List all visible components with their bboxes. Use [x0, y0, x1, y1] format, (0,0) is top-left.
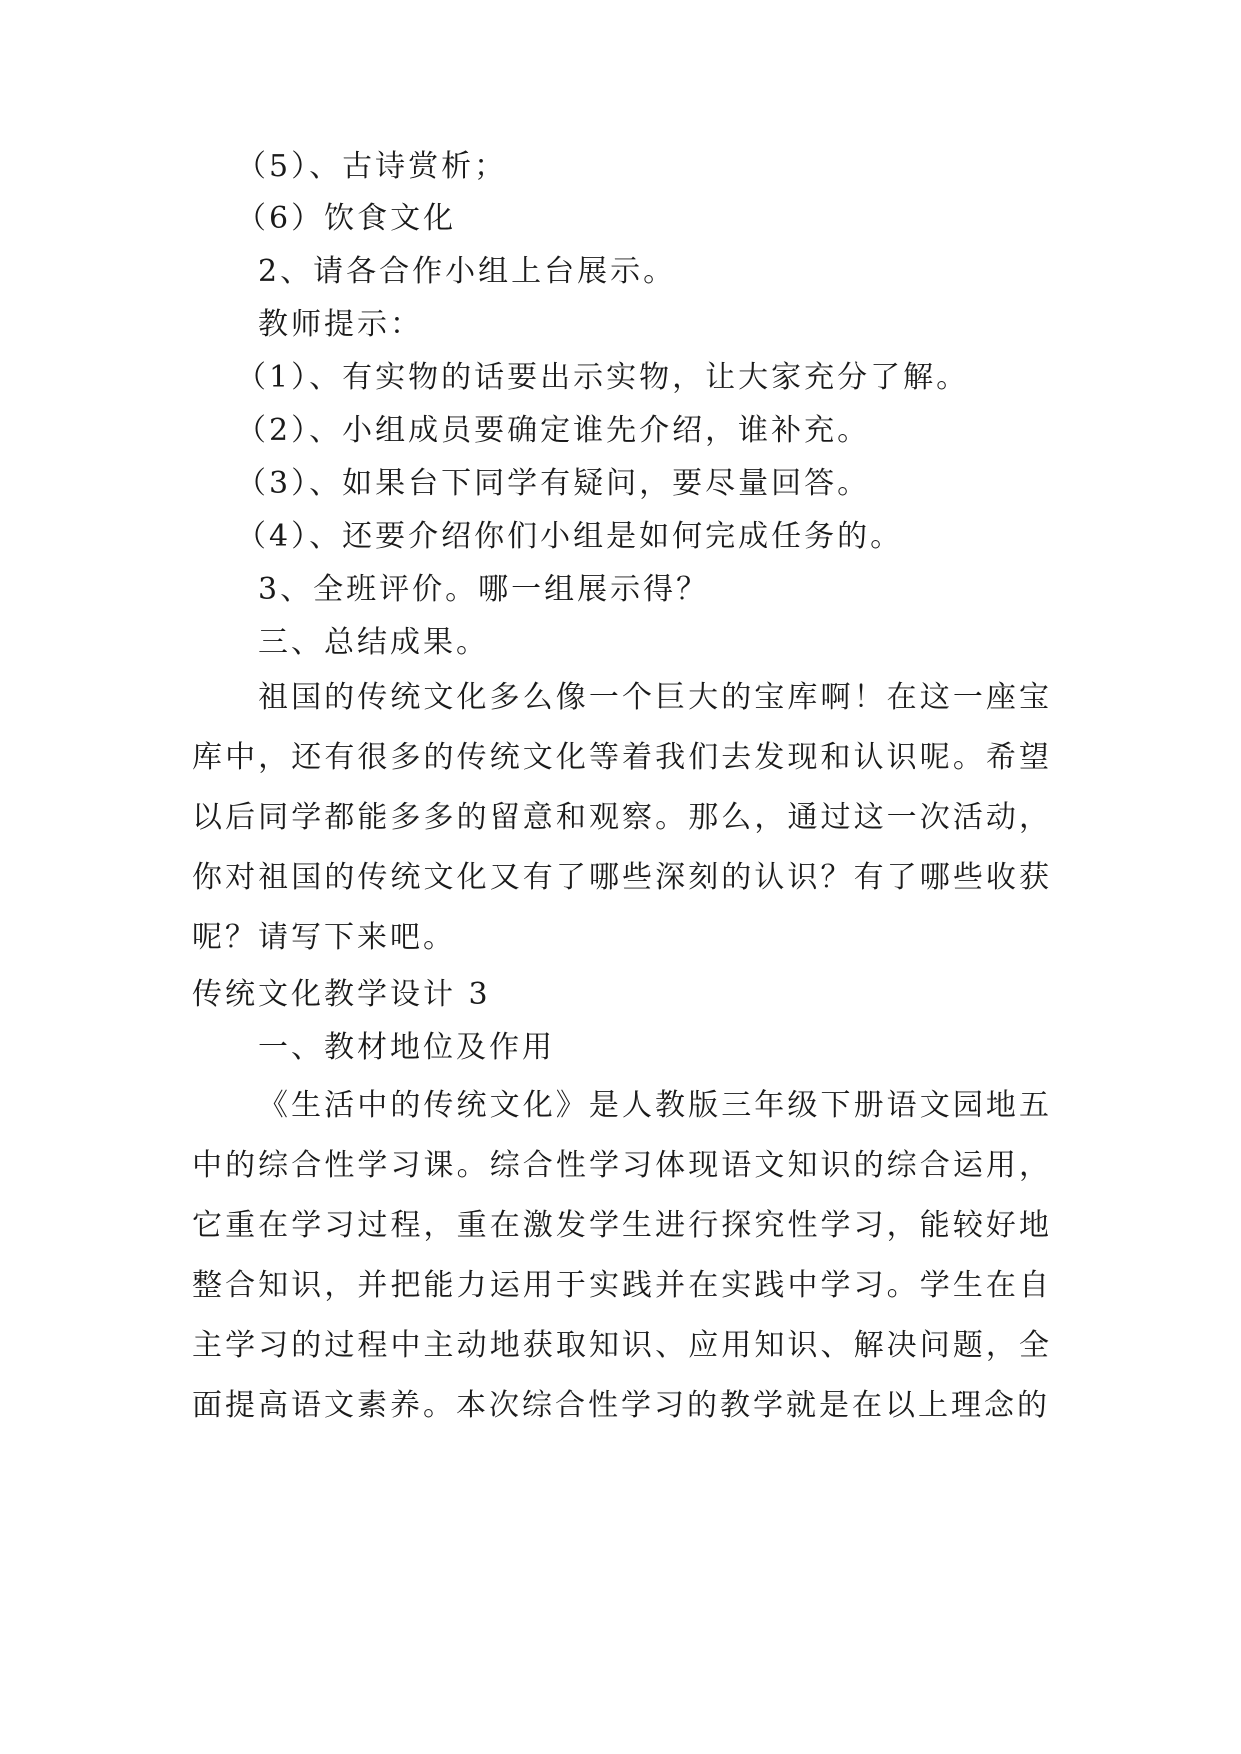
- tip-item: （4）、还要介绍你们小组是如何完成任务的。: [236, 519, 904, 554]
- teacher-tip-label: 教师提示：: [258, 307, 423, 342]
- tip-item: （3）、如果台下同学有疑问，要尽量回答。: [236, 466, 871, 501]
- step-2-text: 2、请各合作小组上台展示。: [258, 254, 677, 289]
- tip-item: （1）、有实物的话要出示实物，让大家充分了解。: [236, 360, 970, 395]
- list-item: （6）饮食文化: [236, 201, 457, 236]
- section-heading: 一、教材地位及作用: [258, 1030, 555, 1065]
- tip-item: （2）、小组成员要确定谁先介绍，谁补充。: [236, 413, 871, 448]
- step-3-text: 3、全班评价。哪一组展示得？: [258, 572, 710, 607]
- list-item: （5）、古诗赏析；: [236, 149, 508, 184]
- summary-paragraph: 祖国的传统文化多么像一个巨大的宝库啊！在这一座宝库中，还有很多的传统文化等着我们去发现和认识呢。希望以后同学都能多多的留意和观察。那么，通过这一次活动，你对祖国的传统文化又有了哪些深刻的认识？有了哪些收获呢？请写下来吧。: [192, 680, 1052, 955]
- design-title: 传统文化教学设计 3: [192, 977, 491, 1012]
- section-heading: 三、总结成果。: [258, 625, 489, 660]
- body-paragraph: 《生活中的传统文化》是人教版三年级下册语文园地五中的综合性学习课。综合性学习体现语文知识的综合运用，它重在学习过程，重在激发学生进行探究性学习，能较好地整合知识，并把能力运用于实践并在实践中学习。学生在自主学习的过程中主动地获取知识、应用知识、解决问题，全面提高语文素养。本次综合性学习的教学就是在以上理念的: [192, 1088, 1052, 1423]
